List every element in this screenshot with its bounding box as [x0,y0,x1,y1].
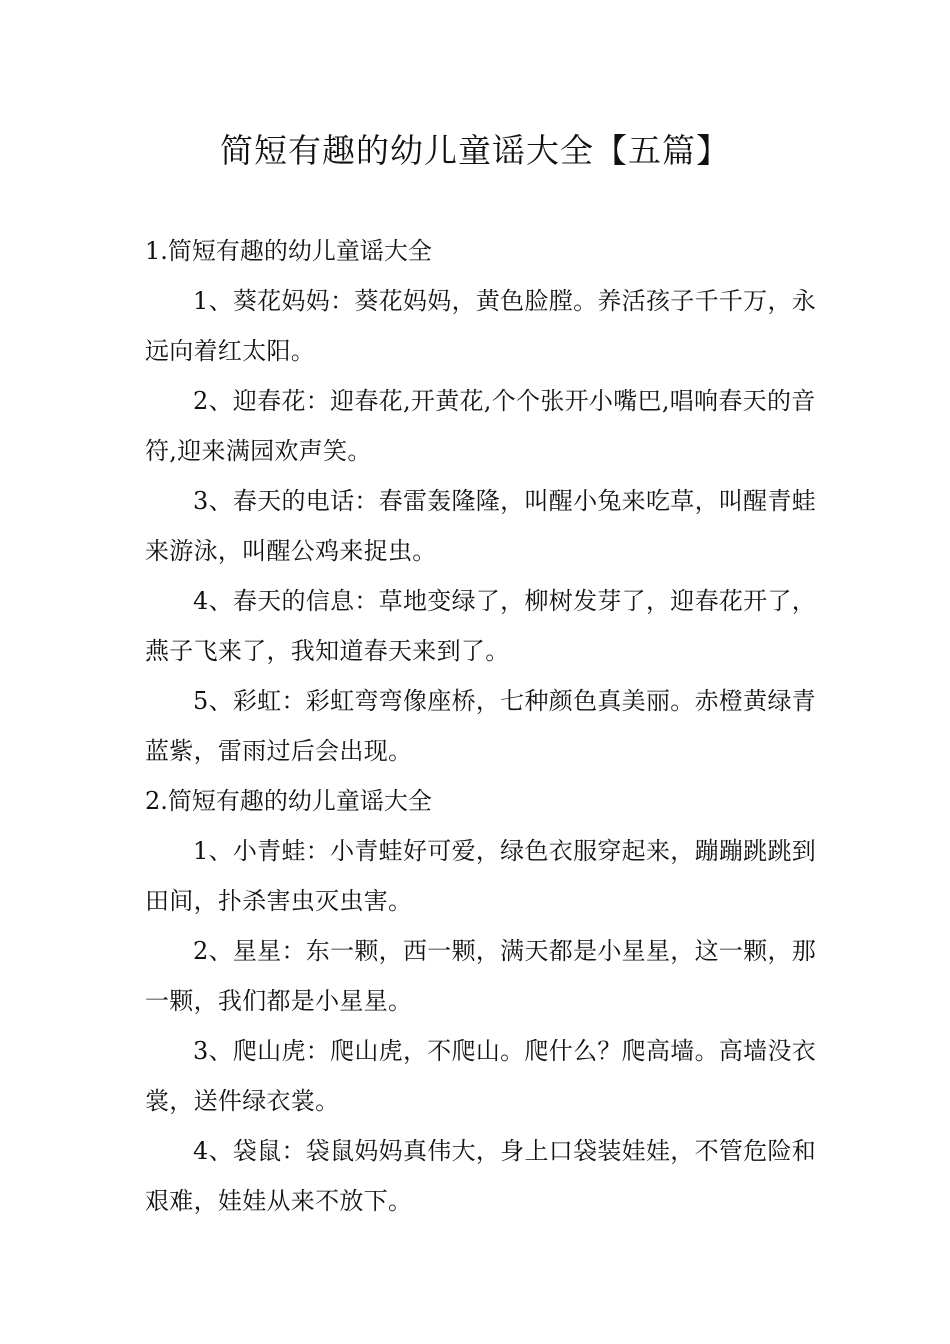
paragraph: 2、星星：东一颗，西一颗，满天都是小星星，这一颗，那一颗，我们都是小星星。 [145,937,817,1015]
section-1 [145,226,827,776]
paragraph: 2、迎春花：迎春花,开黄花,个个张开小嘴巴,唱响春天的音符,迎来满园欢声笑。 [145,387,816,465]
section-heading: 1.简短有趣的幼儿童谣大全 [145,237,432,265]
paragraph: 1、小青蛙：小青蛙好可爱，绿色衣服穿起来，蹦蹦跳跳到田间，扑杀害虫灭虫害。 [145,837,817,915]
paragraph: 4、春天的信息：草地变绿了，柳树发芽了，迎春花开了，燕子飞来了，我知道春天来到了。 [145,587,817,665]
paragraph: 4、袋鼠：袋鼠妈妈真伟大，身上口袋装娃娃，不管危险和艰难，娃娃从来不放下。 [145,1137,817,1215]
paragraph: 1、葵花妈妈：葵花妈妈，黄色脸膛。养活孩子千千万，永远向着红太阳。 [145,287,817,365]
document-body [145,226,827,1226]
paragraph: 3、春天的电话：春雷轰隆隆，叫醒小兔来吃草，叫醒青蛙来游泳，叫醒公鸡来捉虫。 [145,487,817,565]
paragraph: 3、爬山虎：爬山虎，不爬山。爬什么？爬高墙。高墙没衣裳，送件绿衣裳。 [145,1037,817,1115]
section-2 [145,776,827,1226]
section-heading: 2.简短有趣的幼儿童谣大全 [145,787,432,815]
paragraph: 5、彩虹：彩虹弯弯像座桥，七种颜色真美丽。赤橙黄绿青蓝紫，雷雨过后会出现。 [145,687,817,765]
page-title: 简短有趣的幼儿童谣大全【五篇】 [220,131,730,170]
